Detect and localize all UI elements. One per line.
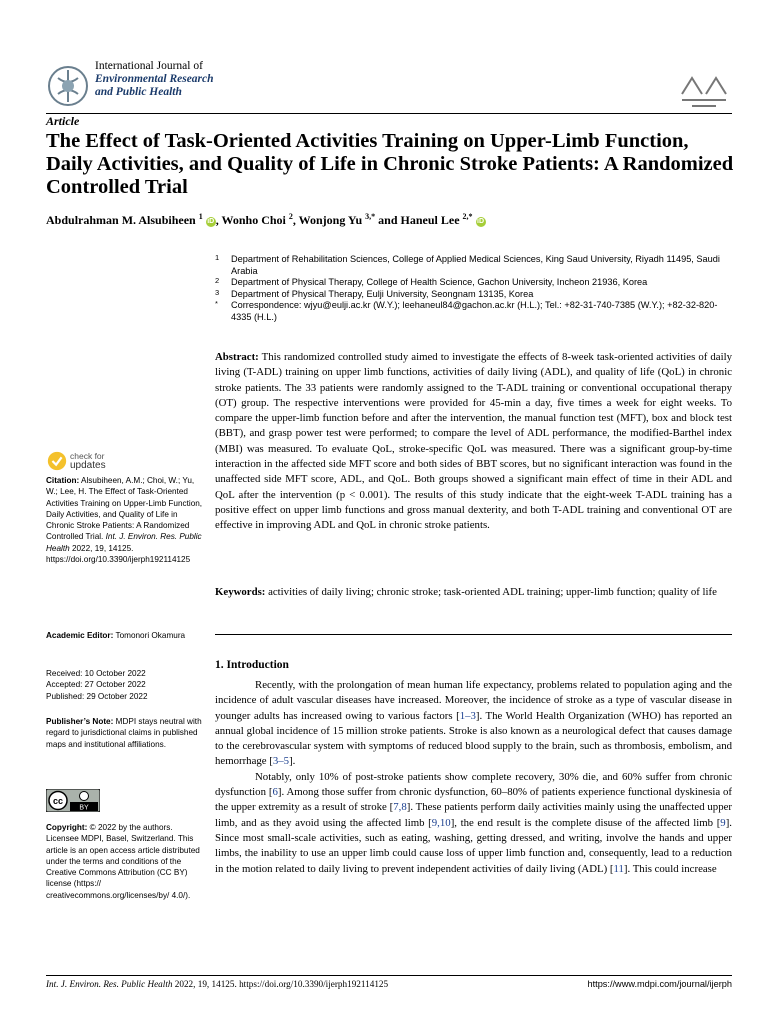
affiliation-number: *	[215, 299, 218, 309]
paragraph	[215, 678, 732, 770]
cc-label: cc	[52, 796, 64, 806]
article-title: The Effect of Task-Oriented Activities Training on Upper-Limb Function, Daily Activities, and Quality of Life in Chronic Stroke Patients: A Randomized Controlled Trial	[46, 130, 734, 198]
author-name[interactable]: Abdulrahman M. Alsubiheen	[46, 213, 196, 227]
abstract-label: Abstract:	[215, 351, 259, 363]
citation-text: Alsubiheen, A.M.; Choi, W.; Yu, W.; Lee, H. The Effect of Task-Oriented Activities Training on Upper-Limb Function, Daily Activities, and Quality of Life in Chronic Stroke Patients: A Randomized Controlled Trial.	[46, 476, 203, 542]
publication-dates	[46, 668, 204, 702]
citation-doi-link[interactable]: 2022, 19, 14125. https://doi.org/10.3390/ijerph192114125	[46, 543, 191, 565]
affiliation-text: Department of Physical Therapy, College of Health Science, Gachon University, Incheon 21936, Korea	[231, 277, 648, 288]
journal-name-line1: International Journal of	[95, 60, 203, 72]
mdpi-logo-icon	[678, 70, 730, 110]
text-run: ].	[289, 755, 296, 768]
text-run: ]. Since most small-scale activities, such as eating, washing, getting dressed, and writing, involve the hands and upper limbs, the inability to use an upper limb could cause loss of upper limb function and, consequently, lead to a reduction in the motion related to daily living to prevent independent activities of daily living (ADL) [	[215, 816, 732, 875]
academic-editor	[46, 630, 204, 641]
reference-link[interactable]: 3–5	[272, 755, 290, 768]
author-list	[46, 212, 486, 228]
copyright-text: © 2022 by the authors. Licensee MDPI, Basel, Switzerland. This article is an open access article distributed under the terms and conditions of the Creative Commons Attribution (CC BY) license (https:// creativecommons.org/licenses/by/ 4.0/).	[46, 823, 200, 900]
accepted-date: Accepted: 27 October 2022	[46, 680, 146, 690]
text-run: ], the end result is the complete disuse of the affected limb [	[450, 816, 721, 829]
and-word: and	[378, 213, 398, 227]
text-run: Recently, with the prolongation of mean human life expectancy, problems related to population aging and the incidence of adult vascular diseases have increased. Moreover, the incidence of stroke as a type of vascular disease in younger adults has increased owing to various factors [	[215, 679, 732, 722]
affiliations	[215, 254, 735, 324]
section-rule	[215, 634, 732, 635]
citation-label: Citation:	[46, 476, 80, 485]
keywords-label: Keywords:	[215, 586, 266, 598]
copyright-label: Copyright:	[46, 823, 88, 832]
separator: ,	[292, 213, 296, 227]
article-type: Article	[46, 114, 80, 128]
footer-citation	[46, 979, 388, 989]
updates-text: updates	[70, 460, 106, 471]
journal-logo-icon	[46, 64, 90, 108]
footer-doi-link[interactable]: 2022, 19, 14125. https://doi.org/10.3390/ijerph192114125	[174, 979, 389, 989]
footer-rule	[46, 975, 732, 976]
text-run: ]. Among those suffer from chronic dysfunction, 60–80% of patients experience functional dyskinesia of the upper extremity as a result of stroke [	[215, 786, 732, 814]
editor-label: Academic Editor:	[46, 631, 114, 640]
orcid-icon[interactable]: iD	[207, 218, 215, 225]
author-name[interactable]: Wonjong Yu	[298, 213, 363, 227]
affiliation	[215, 289, 735, 301]
reference-link[interactable]: 1–3	[459, 709, 476, 722]
author-name[interactable]: Wonho Choi	[221, 213, 286, 227]
affiliation	[215, 277, 735, 289]
author-affiliation-number: 2,*	[462, 212, 473, 221]
reference-link[interactable]: 7,8	[393, 801, 407, 814]
affiliation-number: 3	[215, 287, 220, 297]
cc-by-label: BY	[79, 804, 89, 812]
introduction-text	[215, 678, 732, 877]
orcid-icon[interactable]: iD	[477, 218, 485, 225]
text-run: ]. This could increase	[623, 862, 717, 875]
published-date: Published: 29 October 2022	[46, 691, 148, 701]
citation-journal: Int. J. Environ. Res. Public Health	[46, 532, 202, 553]
citation-block	[46, 475, 204, 565]
abstract	[215, 350, 732, 534]
author-affiliation-number: 3,*	[365, 212, 376, 221]
author-affiliation-number: 2	[288, 212, 293, 221]
affiliation-number: 2	[215, 276, 220, 286]
copyright-block	[46, 822, 204, 901]
keywords-text: activities of daily living; chronic stroke; task-oriented ADL training; upper-limb function; quality of life	[268, 586, 717, 598]
text-run: ]. The World Health Organization (WHO) has reported an annual global incidence of 15 million stroke patients. Stroke is also known as a neurological defect that causes damage to the cerebrovascular system with symptoms of reduced blood supply to the brain, such as thrombosis, embolism, and hemorrhage [	[215, 709, 732, 768]
reference-link[interactable]: 6	[272, 786, 278, 799]
reference-link[interactable]: 9,10	[431, 816, 451, 829]
text-run: Notably, only 10% of post-stroke patients show complete recovery, 30% die, and 60% suffer from chronic dysfunction [	[215, 770, 732, 799]
pubnote-label: Publisher’s Note:	[46, 717, 114, 726]
header-rule	[46, 113, 732, 114]
publishers-note	[46, 716, 204, 750]
correspondence	[215, 300, 735, 323]
author-affiliation-number: 1	[198, 212, 203, 221]
reference-link[interactable]: 11	[613, 862, 624, 875]
separator: ,	[215, 213, 219, 227]
editor-name: Tomonori Okamura	[115, 631, 186, 640]
affiliation	[215, 254, 735, 277]
section-heading: 1. Introduction	[215, 659, 289, 671]
journal-name-line3: and Public Health	[95, 86, 182, 98]
affiliation-text: Department of Rehabilitation Sciences, College of Applied Medical Sciences, King Saud University, Riyadh 11495, Saudi Arabia	[231, 254, 720, 276]
check-for-updates-icon[interactable]	[46, 450, 68, 472]
received-date: Received: 10 October 2022	[46, 669, 146, 678]
cc-by-license-icon[interactable]	[46, 789, 100, 812]
check-for-updates-label[interactable]	[70, 452, 106, 470]
pubnote-text: MDPI stays neutral with regard to jurisdictional claims in published maps and institutional affiliations.	[46, 717, 202, 749]
affiliation-number: 1	[215, 253, 220, 262]
abstract-text: This randomized controlled study aimed to investigate the effects of 8-week task-oriented activities of daily living (T-ADL) training on upper limb functions, activities of daily living (ADL), and quality of life (QoL) in chronic stroke patients. The 33 patients were randomly assigned to the T-ADL training or conventional occupational therapy (OT) group. The respective interventions were provided for 45-min a day, five times a week for eight weeks. To compare the upper-limb function before and after the intervention, the manual function test (MFT), box and block test (BBT), and grasp power test were performed; to compare the level of ADL performance, the modified-Barthel index (MBI) was measured. To evaluate QoL, stroke-specific QoL was measured. There was a significant group-by-time interaction in the affected side MFT score and both sides of BBT scores, but no significant interaction was found in the unaffected side MFT score, ADL, and QoL. Both groups showed a significant main effect of time in their ADL and QoL after the intervention (p < 0.001). The results of this study indicate that the eight-week T-ADL training has a positive effect on upper limb functions and gross manual dexterity, and both T-ADL training and conventional OT are effective in improving ADL and QoL in chronic stroke patients.	[215, 351, 732, 532]
text-run: ]. These patients perform daily activities mainly using the unaffected upper limb, and as they avoid using the affected limb [	[215, 801, 732, 829]
affiliation-text: Department of Physical Therapy, Eulji University, Seongnam 13135, Korea	[231, 288, 534, 299]
author-name[interactable]: Haneul Lee	[400, 213, 460, 227]
footer-journal: Int. J. Environ. Res. Public Health	[46, 979, 173, 989]
reference-link[interactable]: 9	[720, 816, 726, 829]
journal-name	[95, 60, 214, 99]
paragraph	[215, 770, 732, 877]
check-for-text: check for	[70, 451, 105, 461]
keywords	[215, 585, 732, 600]
footer-journal-url[interactable]: https://www.mdpi.com/journal/ijerph	[587, 979, 732, 989]
correspondence-text: Correspondence: wjyu@eulji.ac.kr (W.Y.); leehaneul84@gachon.ac.kr (H.L.); Tel.: +82-31-740-7385 (W.Y.); +82-32-820-4335 (H.L.)	[231, 300, 718, 322]
journal-name-line2: Environmental Research	[95, 73, 214, 85]
